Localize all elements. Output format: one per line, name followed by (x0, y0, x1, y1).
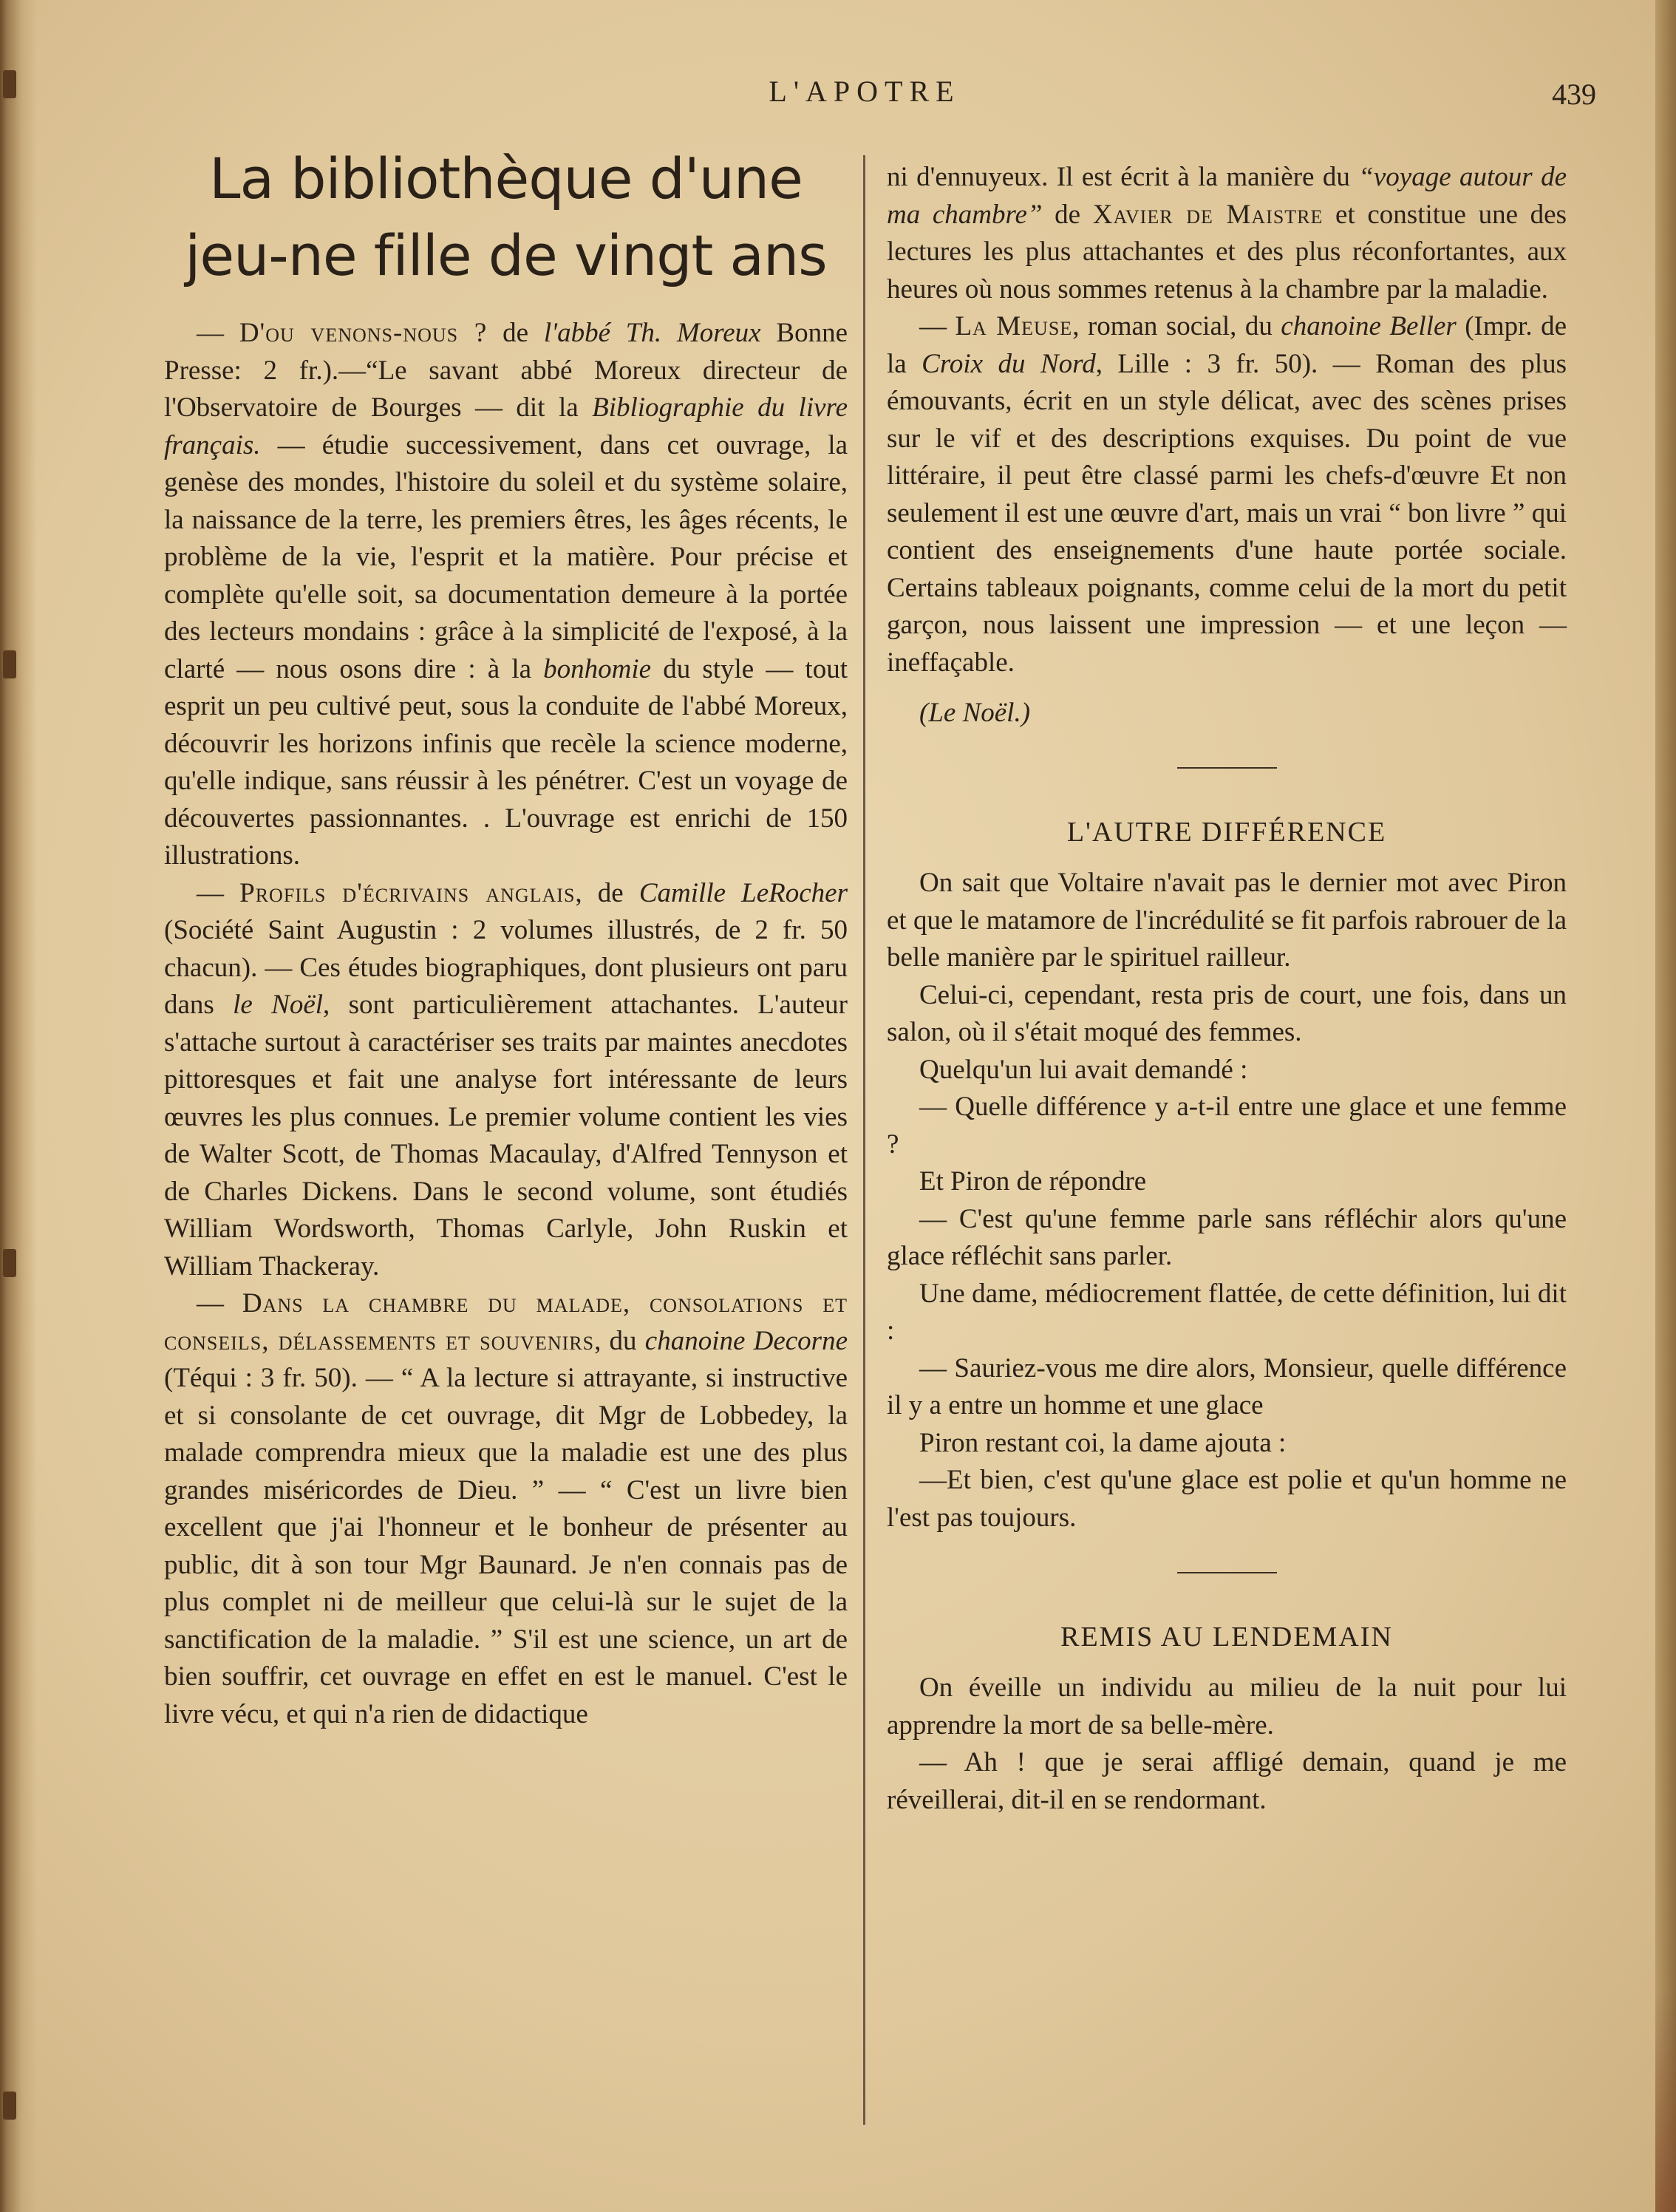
book-title: D'ou venons-nous ? (239, 318, 488, 348)
text: et constitue une des lectures les plus attachantes et des plus réconfortantes, aux heures où nous sommes retenus à la chambre par la maladie. (887, 199, 1567, 304)
emphasis: “voyage autour de ma chambre” (887, 162, 1567, 230)
dash: — (919, 311, 955, 341)
paragraph: On sait que Voltaire n'avait pas le dernier mot avec Piron et que le matamore de l'incrédulité se fit parfois rabrouer de la belle manière par le spirituel railleur. (887, 868, 1567, 973)
paragraph: — Ah ! que je serai affligé demain, quand je me réveillerai, dit-il en se rendormant. (887, 1747, 1567, 1815)
paragraph: On éveille un individu au milieu de la nuit pour lui apprendre la mort de sa belle-mère. (887, 1672, 1567, 1740)
author: chanoine Decorne (644, 1325, 848, 1356)
running-title: L'APOTRE (769, 75, 961, 108)
source: le Noël (233, 990, 324, 1020)
section-rule (1177, 1572, 1277, 1573)
dash: — (197, 318, 239, 348)
column-divider (863, 155, 865, 2125)
book-title: Dans la chambre du malade, consolations et conseils, délassements et souvenirs (164, 1288, 848, 1356)
paragraph: Piron restant coi, la dame ajouta : (919, 1427, 1287, 1458)
right-column (887, 159, 1567, 1819)
running-header (0, 74, 1676, 118)
binding-thread-mark (3, 650, 16, 678)
page-number: 439 (1552, 78, 1596, 111)
text: (Impr. de la (887, 311, 1567, 379)
signature-text: (Le Noël.) (919, 698, 1031, 728)
paragraph: —Et bien, c'est qu'une glace est polie et qu'un homme ne l'est pas toujours. (887, 1465, 1567, 1533)
paragraph: — Sauriez-vous me dire alors, Monsieur, quelle différence il y a entre un homme et une glace (887, 1352, 1567, 1420)
paragraph: — C'est qu'une femme parle sans réfléchir alors qu'une glace réfléchit sans parler. (887, 1203, 1567, 1271)
text: , roman social, du (1072, 311, 1281, 341)
binding-thread-mark (3, 1249, 16, 1277)
section-heading-autre: L'AUTRE DIFFÉRENCE (1066, 817, 1387, 848)
dash: — (197, 1288, 242, 1318)
paragraph: — Quelle différence y a-t-il entre une glace et une femme ? (887, 1092, 1567, 1160)
article-signature (887, 695, 1567, 732)
left-column (164, 140, 848, 1733)
text: , de (575, 877, 639, 908)
text: ni d'ennuyeux. Il est écrit à la manière du (887, 162, 1359, 192)
section-rule (1177, 767, 1277, 769)
review-decorne-continued (887, 159, 1567, 308)
author: Camille LeRocher (638, 877, 848, 908)
source: Bibliographie du livre français. (164, 392, 848, 460)
emphasis: bonhomie (543, 653, 652, 684)
book-binding-edge (0, 0, 37, 2212)
text: (Société Saint Augustin : 2 volumes illustrés, de 2 fr. 50 chacun). — Ces études biographiques, dont plusieurs ont paru dans (164, 915, 848, 1020)
article-title: La bibliothèque d'une jeu-ne fille de vingt ans (185, 146, 827, 288)
text: du style — tout esprit un peu cultivé peut, sous la conduite de l'abbé Moreux, découvrir les horizons infinis que recèle la science moderne, qu'elle indique, sans réussir à les pénétrer. C'est un voyage de découvertes passionnantes. . L'ouvrage est enrichi de 150 illustrations. (164, 653, 848, 871)
book-title: Profils d'écrivains anglais (239, 877, 576, 908)
review-moreux (164, 315, 848, 875)
binding-thread-mark (3, 2092, 16, 2120)
author: chanoine Beller (1281, 311, 1457, 341)
review-beller (887, 308, 1567, 681)
text: , Lille : 3 fr. 50). — Roman des plus émouvants, écrit en un style délicat, avec des scènes prises sur le vif et des descriptions exquises. Du point de vue littéraire, il peut être classé parmi les chefs-d'œuvre Et non seulement il est une œuvre d'art, mais un vrai “ bon livre ” qui contient des enseignements d'une haute portée sociale. Certains tableaux poignants, comme celui de la mort du petit garçon, nous laissent une impression — et une leçon — ineffaçable. (887, 348, 1567, 678)
text: de (487, 318, 544, 348)
review-decorne (164, 1285, 848, 1733)
paragraph: Celui-ci, cependant, resta pris de court, une fois, dans un salon, où il s'était moqué des femmes. (887, 979, 1567, 1047)
paragraph: Et Piron de répondre (919, 1166, 1147, 1197)
text: , sont particulièrement attachantes. L'auteur s'attache surtout à caractériser ses traits par maintes anecdotes pittoresques et fait une analyse fort intéressante de leurs œuvres les plus connues. Le premier volume contient les vies de Walter Scott, de Thomas Macaulay, d'Alfred Tennyson et de Charles Dickens. Dans le second volume, sont étudiés William Wordsworth, Thomas Carlyle, John Ruskin et William Thackeray. (164, 990, 848, 1282)
text: (Téqui : 3 fr. 50). — “ A la lecture si attrayante, si instructive et si consolante de cet ouvrage, dit Mgr de Lobbedey, la malade comprendra mieux que la maladie est une des plus grandes miséricordes de Dieu. ” — “ C'est un livre bien excellent que j'ai l'honneur et le bonheur de présenter au public, dit à son tour Mgr Baunard. Je n'en connais pas de plus complet ni de meilleur que celui-là sur le sujet de la sanctification de la maladie. ” S'il est une science, un art de bien souffrir, cet ouvrage en effet en est le manuel. C'est le livre vécu, et qui n'a rien de didactique (164, 1363, 848, 1729)
page-right-edge (1655, 0, 1676, 2212)
text: — étudie successivement, dans cet ouvrage, la genèse des mondes, l'histoire du soleil et du système solaire, la naissance de la terre, les premiers êtres, les âges récents, le problème de la vie, l'esprit et la matière. Pour précise et complète qu'elle soit, sa documentation demeure à la portée des lecteurs mondains : grâce à la simplicité de l'exposé, à la clarté — nous osons dire : à la (164, 429, 848, 684)
text: de (1042, 199, 1093, 230)
text: Bonne Presse: 2 fr.).—“Le savant abbé Moreux directeur de l'Observatoire de Bourges — dit la (164, 318, 848, 423)
dash: — (197, 877, 240, 908)
author-name: Xavier de Maistre (1092, 199, 1324, 230)
author: l'abbé Th. Moreux (543, 318, 761, 348)
book-title: La Meuse (955, 311, 1073, 341)
section-heading-remis: REMIS AU LENDEMAIN (1060, 1621, 1393, 1653)
text: , du (594, 1325, 645, 1356)
source: Croix du Nord (922, 348, 1096, 379)
paragraph: Une dame, médiocrement flattée, de cette définition, lui dit : (887, 1278, 1567, 1346)
paragraph: Quelqu'un lui avait demandé : (919, 1054, 1248, 1085)
review-lerocher (164, 875, 848, 1286)
